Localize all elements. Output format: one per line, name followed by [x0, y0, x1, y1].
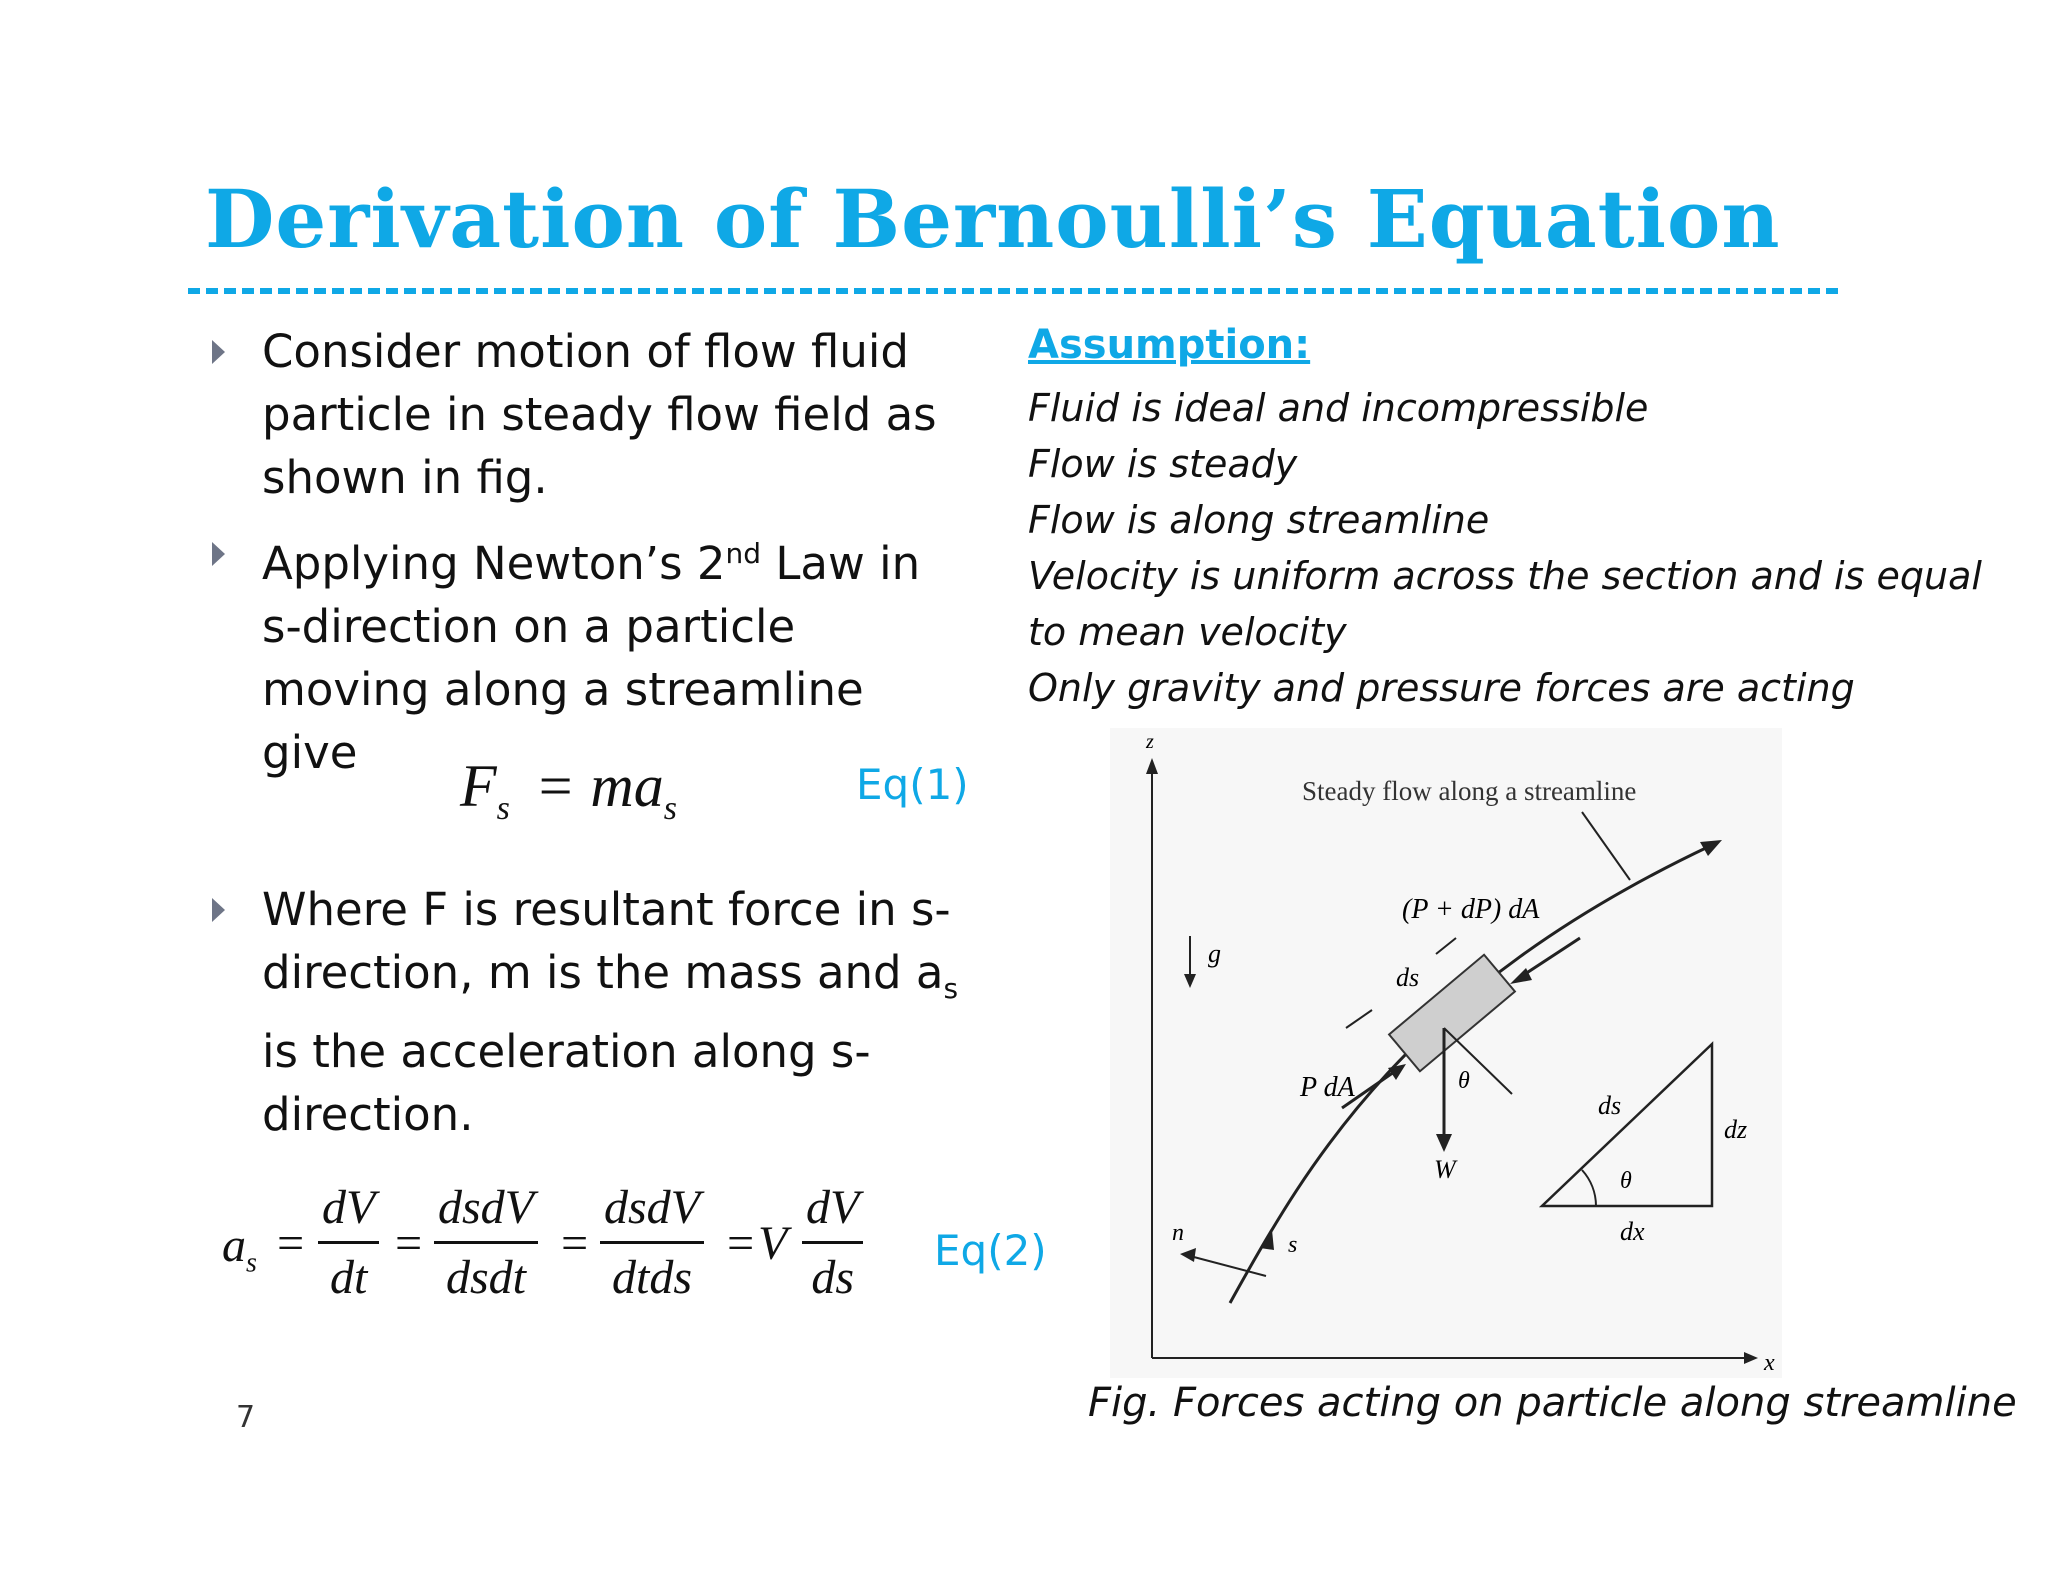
z-axis-label: z: [1146, 731, 1154, 753]
bullet-text-part: Law in s-direction on a particle moving along a streamline give: [262, 537, 921, 779]
bullet-text-part: Applying Newton’s 2: [262, 537, 726, 590]
assumption-heading: Assumption:: [1028, 322, 1311, 368]
eq2-fraction: dsdV dtds: [600, 1180, 704, 1305]
bullet-arrow-icon: [212, 898, 225, 922]
assumption-item: Fluid is ideal and incompressible: [1028, 386, 1649, 430]
bullet-text-part: is the acceleration along s-direction.: [262, 1025, 871, 1141]
z-axis-arrow-icon: [1146, 758, 1158, 774]
streamline-figure: [1110, 728, 1782, 1378]
bullet-item: [212, 320, 972, 509]
eq2-fraction: $\frac{dV}{ds}$: [802, 1180, 863, 1305]
streamline-diagram: [1110, 728, 1782, 1378]
ds-tick: [1436, 938, 1456, 954]
s-direction-arrow-icon: [1260, 1230, 1274, 1250]
bullet-arrow-icon: [212, 542, 225, 566]
assumption-item: Velocity is uniform across the section and is equal: [1028, 554, 1982, 598]
ds-tick: [1346, 1010, 1372, 1028]
weight-label: W: [1434, 1155, 1456, 1184]
equation-1: [460, 752, 677, 828]
bottom-force-arrow-icon: [1388, 1064, 1406, 1080]
s-direction-label: s: [1288, 1232, 1298, 1258]
top-force-label: (P + dP) dA: [1402, 894, 1540, 925]
normal-line: [1444, 1028, 1512, 1094]
bullet-text: [262, 522, 972, 784]
triangle-angle-arc: [1582, 1170, 1596, 1206]
eq1-rhs-sub: s: [663, 790, 677, 827]
gravity-label: g: [1208, 939, 1221, 968]
eq2-lhs: $a_s$: [222, 1219, 257, 1279]
title-divider: [188, 288, 1838, 294]
bullet-item: [212, 878, 972, 1146]
page-number: 7: [236, 1400, 256, 1435]
bullet-subscript: s: [943, 972, 959, 1005]
eq2-fraction: $\frac{dV}{dt}$: [318, 1180, 379, 1305]
weight-arrow-icon: [1436, 1134, 1452, 1152]
top-force-line: [1522, 938, 1580, 976]
bullet-superscript: nd: [725, 537, 762, 570]
triangle-dx-label: dx: [1620, 1217, 1645, 1246]
eq1-lhs-sub: s: [496, 790, 510, 827]
eq2-equals: =: [724, 1217, 757, 1270]
triangle-theta-label: θ: [1620, 1168, 1632, 1194]
eq2-v: V: [758, 1217, 788, 1270]
x-axis-arrow-icon: [1744, 1352, 1758, 1364]
eq2-fraction: dsdV dsdt: [434, 1180, 538, 1305]
figure-caption: Fig. Forces acting on particle along streamline: [1088, 1380, 2017, 1426]
triangle-ds-label: ds: [1598, 1091, 1622, 1120]
eq2-label: Eq(2): [934, 1226, 1047, 1275]
bullet-text-part: Where F is resultant force in s-direction, m is the mass and a: [262, 883, 951, 999]
eq1-rhs: = ma: [534, 753, 664, 819]
particle-ds-label: ds: [1396, 963, 1420, 992]
bullet-text: Consider motion of flow fluid particle in steady flow field as shown in fig.: [262, 325, 937, 504]
eq2-equals: =: [274, 1217, 307, 1270]
bottom-force-label: P dA: [1300, 1072, 1355, 1103]
eq2-equals: =: [558, 1217, 591, 1270]
assumption-item: Flow is steady: [1028, 442, 1298, 486]
assumption-item: Only gravity and pressure forces are acting: [1028, 666, 1855, 710]
eq1-label: Eq(1): [856, 760, 969, 809]
normal-vector-label: n: [1172, 1220, 1184, 1246]
eq1-lhs: F: [460, 753, 497, 819]
bullet-text: [262, 878, 972, 1146]
assumption-item: Flow is along streamline: [1028, 498, 1490, 542]
x-axis-label: x: [1764, 1350, 1775, 1376]
bullet-arrow-icon: [212, 340, 225, 364]
normal-vector-arrow-icon: [1180, 1248, 1196, 1262]
streamline-label-pointer: [1582, 812, 1630, 880]
streamline-label: Steady flow along a streamline: [1302, 776, 1637, 806]
assumption-list: [1028, 380, 1982, 716]
particle-theta-label: θ: [1458, 1068, 1470, 1094]
bullet-item: [212, 522, 972, 784]
gravity-arrow-icon: [1184, 974, 1196, 988]
slide-title: Derivation of Bernoulli’s Equation: [205, 172, 1781, 266]
triangle-dz-label: dz: [1724, 1115, 1748, 1144]
assumption-item: to mean velocity: [1028, 610, 1347, 654]
eq2-equals: =: [392, 1217, 425, 1270]
